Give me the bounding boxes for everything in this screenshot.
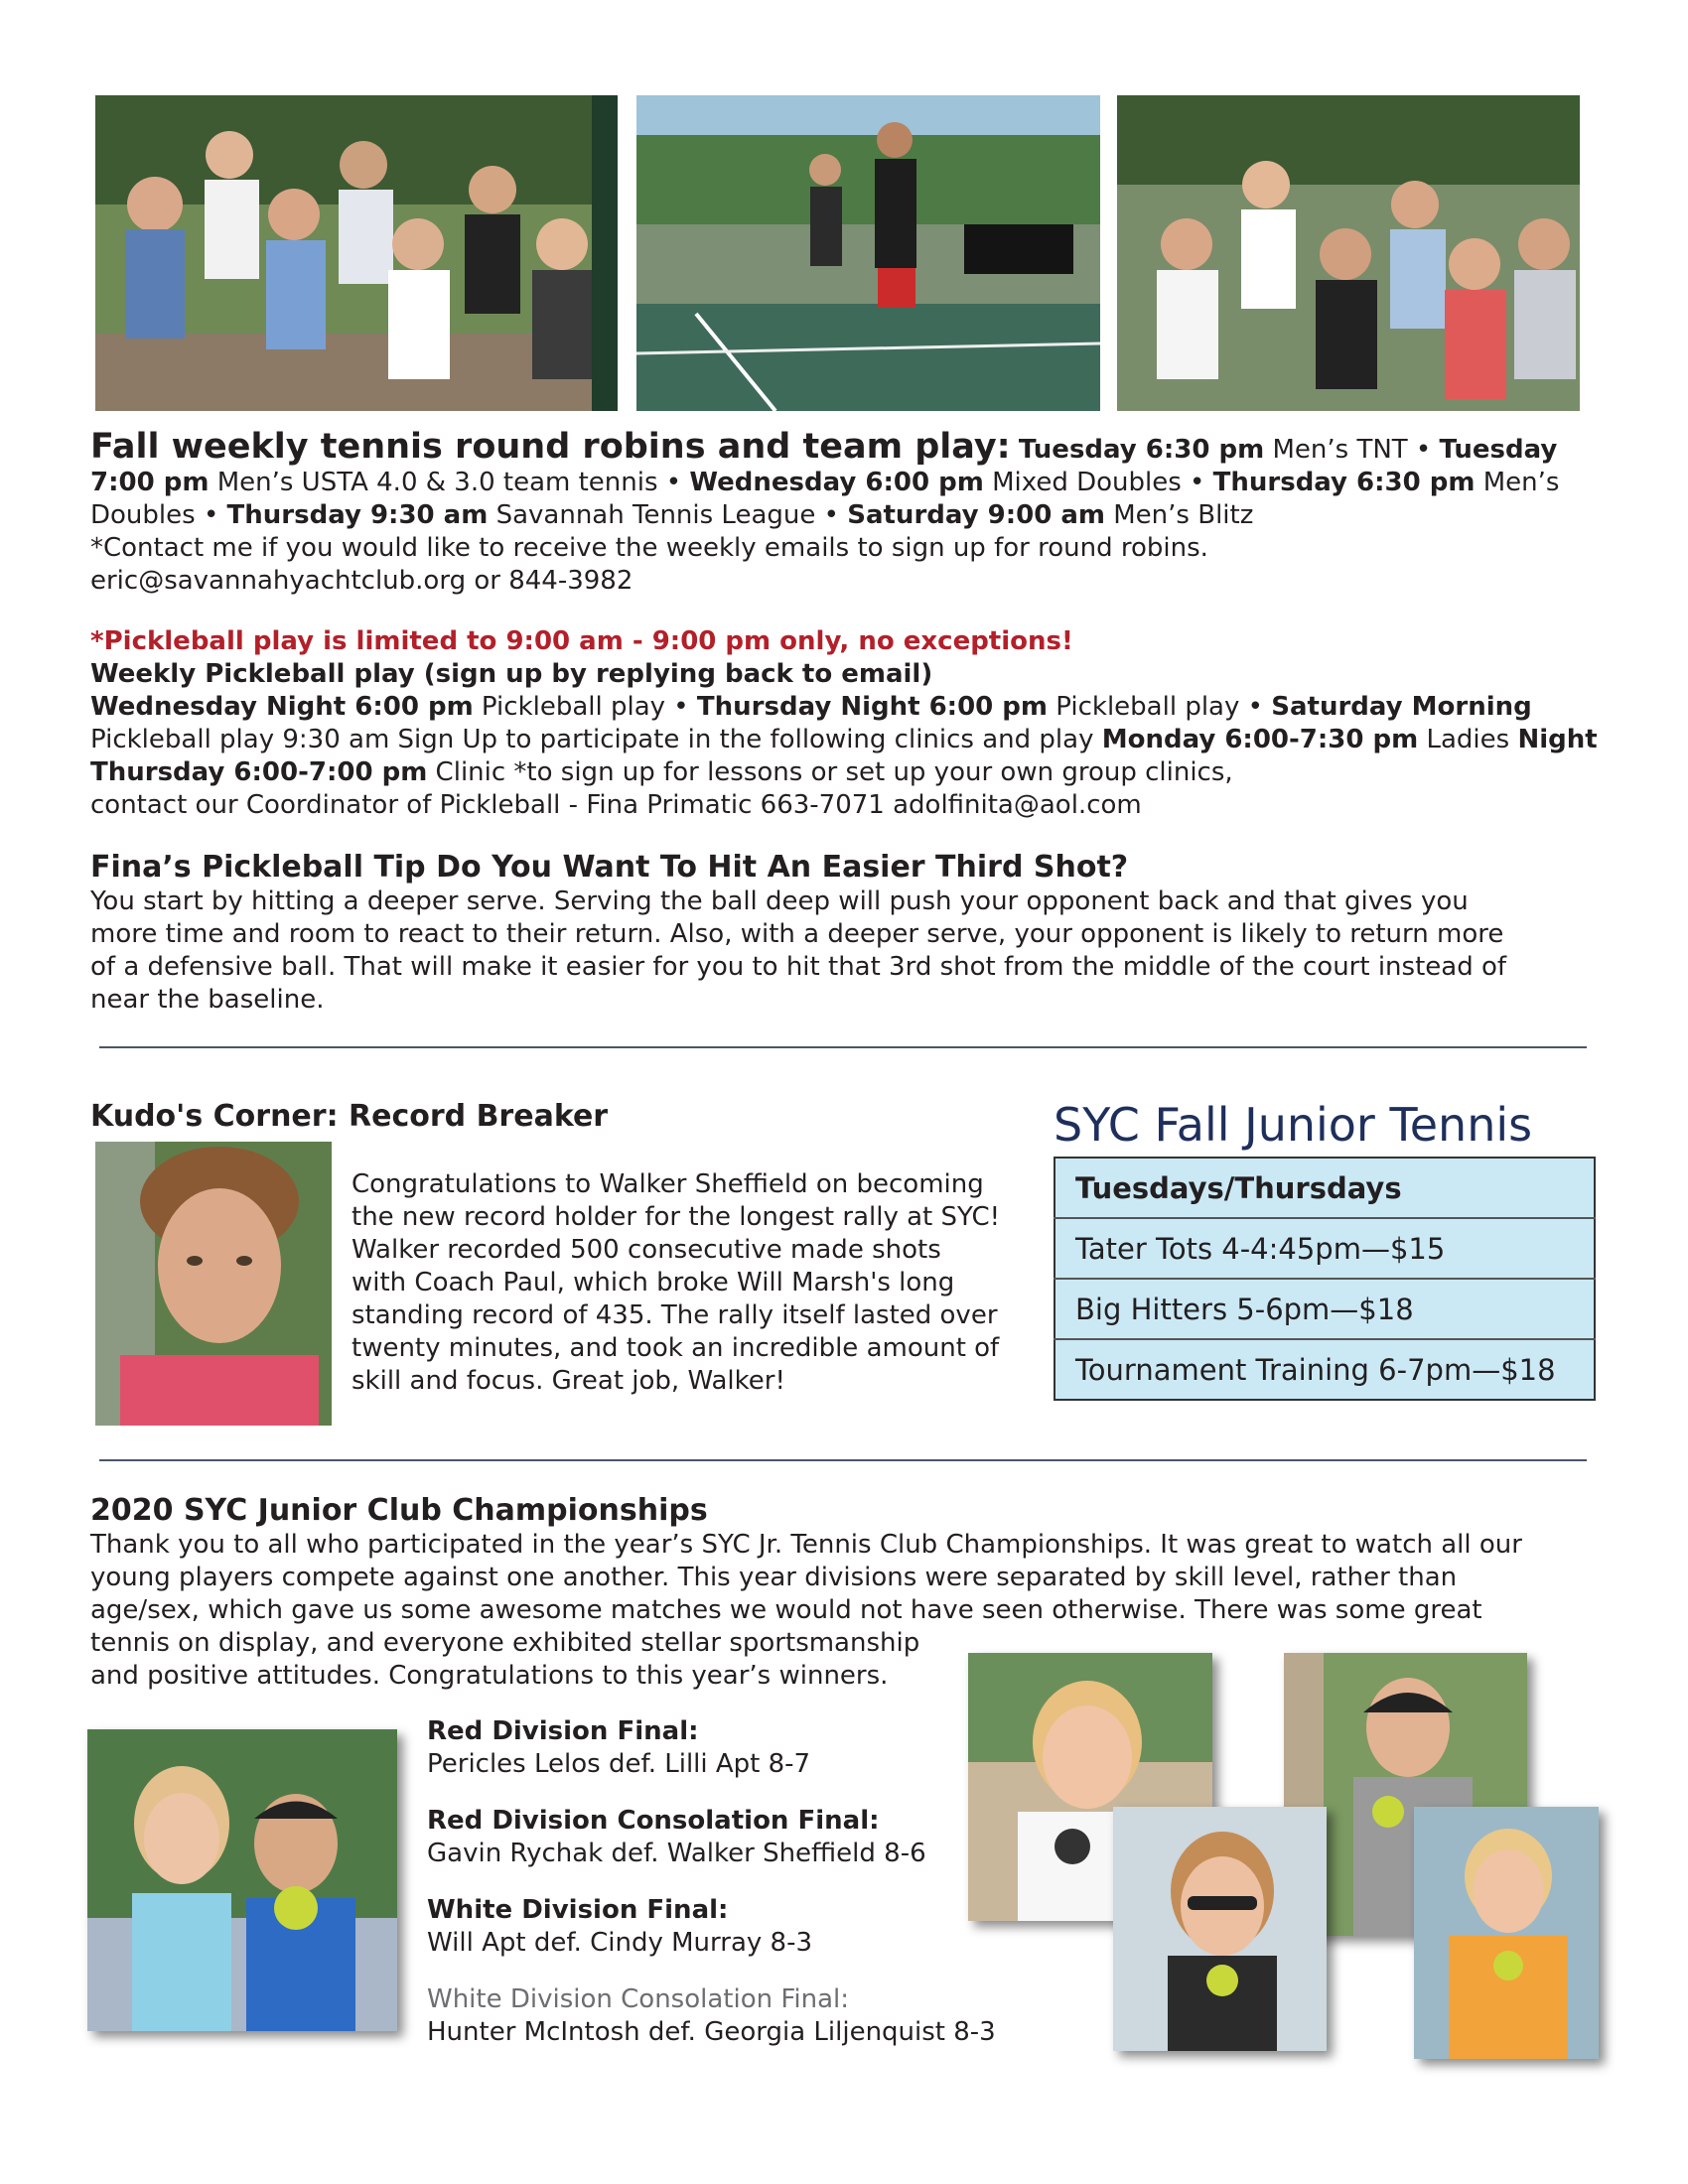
spectators-photo-right (1117, 95, 1580, 411)
result-text: Will Apt def. Cindy Murray 8-3 (427, 1928, 813, 1958)
pickleball-time: Wednesday Night 6:00 pm (90, 692, 474, 722)
table-row (1055, 1279, 1595, 1339)
championships-title: 2020 SYC Junior Club Championships (90, 1493, 708, 1528)
tip-line: You start by hitting a deeper serve. Serving the ball deep will push your opponent back and that gives you (90, 887, 1469, 916)
round-robin-contact: *Contact me if you would like to receive the weekly emails to sign up for round robins. (90, 533, 1208, 563)
schedule-time: Thursday 9:30 am (226, 500, 489, 530)
schedule-text: Mixed Doubles • (983, 468, 1213, 497)
section-divider (99, 1046, 1587, 1048)
championships-line: Thank you to all who participated in the year’s SYC Jr. Tennis Club Championships. It was great to watch all our (90, 1530, 1522, 1560)
kudos-line: the new record holder for the longest rally at SYC! (352, 1202, 1001, 1232)
pickleball-time: Saturday Morning (1271, 692, 1532, 722)
junior-tennis-title: SYC Fall Junior Tennis (1054, 1098, 1533, 1152)
result-red-final (427, 1715, 1062, 1781)
red-division-winners-photo (87, 1729, 397, 2031)
schedule-text: Men’s TNT • (1264, 435, 1440, 465)
junior-tennis-table (1054, 1157, 1596, 1401)
schedule-time: Thursday 6:30 pm (1212, 468, 1476, 497)
walker-portrait-photo (95, 1142, 332, 1426)
kudos-line: with Coach Paul, which broke Will Marsh's long (352, 1268, 955, 1297)
result-white-consolation (427, 1983, 1062, 2049)
championship-results (427, 1715, 1062, 2049)
pickleball-time: Thursday Night 6:00 pm (696, 692, 1049, 722)
result-text: Gavin Rychak def. Walker Sheffield 8-6 (427, 1839, 926, 1868)
result-label: Red Division Consolation Final: (427, 1806, 880, 1836)
result-text: Hunter McIntosh def. Georgia Liljenquist 8-3 (427, 2017, 996, 2047)
result-label: White Division Final: (427, 1895, 729, 1925)
pickleball-tip (90, 850, 1619, 1017)
schedule-text: Men’s USTA 4.0 & 3.0 team tennis • (209, 468, 690, 497)
junior-table-cell: Tournament Training 6-7pm—$18 (1075, 1352, 1556, 1387)
pickleball-text: Clinic *to sign up for lessons or set up your own group clinics, (427, 757, 1233, 787)
kudos-line: Walker recorded 500 consecutive made shots (352, 1235, 941, 1265)
pickleball-players-photo (636, 95, 1100, 411)
result-text: Pericles Lelos def. Lilli Apt 8-7 (427, 1749, 811, 1779)
fall-lead: Fall weekly tennis round robins and team play: (90, 427, 1011, 467)
junior-table-cell: Big Hitters 5-6pm—$18 (1055, 1279, 1595, 1339)
schedule-text: Men’s Blitz (1104, 500, 1254, 530)
result-white-final (427, 1894, 1062, 1960)
pickleball-section (90, 625, 1619, 822)
tip-line: of a defensive ball. That will make it easier for you to hit that 3rd shot from the middle of the court instead of (90, 952, 1507, 982)
round-robin-email: eric@savannahyachtclub.org or 844-3982 (90, 566, 633, 596)
table-row (1055, 1218, 1595, 1279)
kudos-line: skill and focus. Great job, Walker! (352, 1366, 785, 1396)
schedule-time: Saturday 9:00 am (847, 500, 1105, 530)
white-consolation-finalist-photo (1113, 1807, 1327, 2051)
pickleball-notice: *Pickleball play is limited to 9:00 am - 9:00 pm only, no exceptions! (90, 626, 1073, 656)
result-label: White Division Consolation Final: (427, 1984, 850, 2014)
pickleball-text: Pickleball play • (1048, 692, 1272, 722)
section-divider (99, 1459, 1587, 1461)
pickleball-text: Pickleball play 9:30 am Sign Up to participate in the following clinics and play (90, 725, 1102, 754)
junior-table-cell: Tater Tots 4-4:45pm—$15 (1055, 1218, 1595, 1279)
result-red-consolation (427, 1805, 1062, 1870)
pickleball-weekly-heading: Weekly Pickleball play (sign up by replying back to email) (90, 659, 933, 689)
kudos-title: Kudo's Corner: Record Breaker (90, 1099, 609, 1134)
fall-schedule (90, 427, 1610, 598)
schedule-text: Men’s Doubles • (90, 468, 1560, 530)
schedule-time: Tuesday 7:00 pm (90, 435, 1558, 497)
pickleball-coordinator: contact our Coordinator of Pickleball - Fina Primatic 663-7071 adolfinita@aol.com (90, 790, 1142, 820)
kudos-line: Congratulations to Walker Sheffield on becoming (352, 1169, 984, 1199)
schedule-time: Tuesday 6:30 pm (1018, 435, 1265, 465)
championships-line: age/sex, which gave us some awesome matches we would not have seen otherwise. There was some great (90, 1595, 1482, 1625)
junior-table-header: Tuesdays/Thursdays (1055, 1158, 1595, 1218)
tip-title: Fina’s Pickleball Tip Do You Want To Hit An Easier Third Shot? (90, 850, 1129, 885)
championships-line: young players compete against one another. This year divisions were separated by skill level, rather than (90, 1563, 1458, 1592)
table-row (1055, 1158, 1595, 1218)
tip-line: more time and room to react to their return. Also, with a deeper serve, your opponent is likely to return more (90, 919, 1504, 949)
kudos-line: standing record of 435. The rally itself lasted over (352, 1300, 998, 1330)
tip-line: near the baseline. (90, 985, 325, 1015)
pickleball-time: Night Thursday 6:00-7:00 pm (90, 725, 1598, 787)
championships-line: tennis on display, and everyone exhibited stellar sportsmanship (90, 1628, 920, 1658)
schedule-text: Savannah Tennis League • (488, 500, 848, 530)
white-consolation-winner-photo (1414, 1807, 1599, 2059)
kudos-line: twenty minutes, and took an incredible amount of (352, 1333, 1000, 1363)
kudos-body (352, 1168, 1047, 1398)
result-label: Red Division Final: (427, 1716, 699, 1746)
schedule-time: Wednesday 6:00 pm (689, 468, 984, 497)
table-row (1055, 1339, 1595, 1400)
spectators-photo-left (95, 95, 618, 411)
championships-line: and positive attitudes. Congratulations to this year’s winners. (90, 1661, 889, 1691)
pickleball-text: Pickleball play • (473, 692, 697, 722)
pickleball-time: Monday 6:00-7:30 pm (1101, 725, 1419, 754)
pickleball-text: Ladies (1418, 725, 1518, 754)
